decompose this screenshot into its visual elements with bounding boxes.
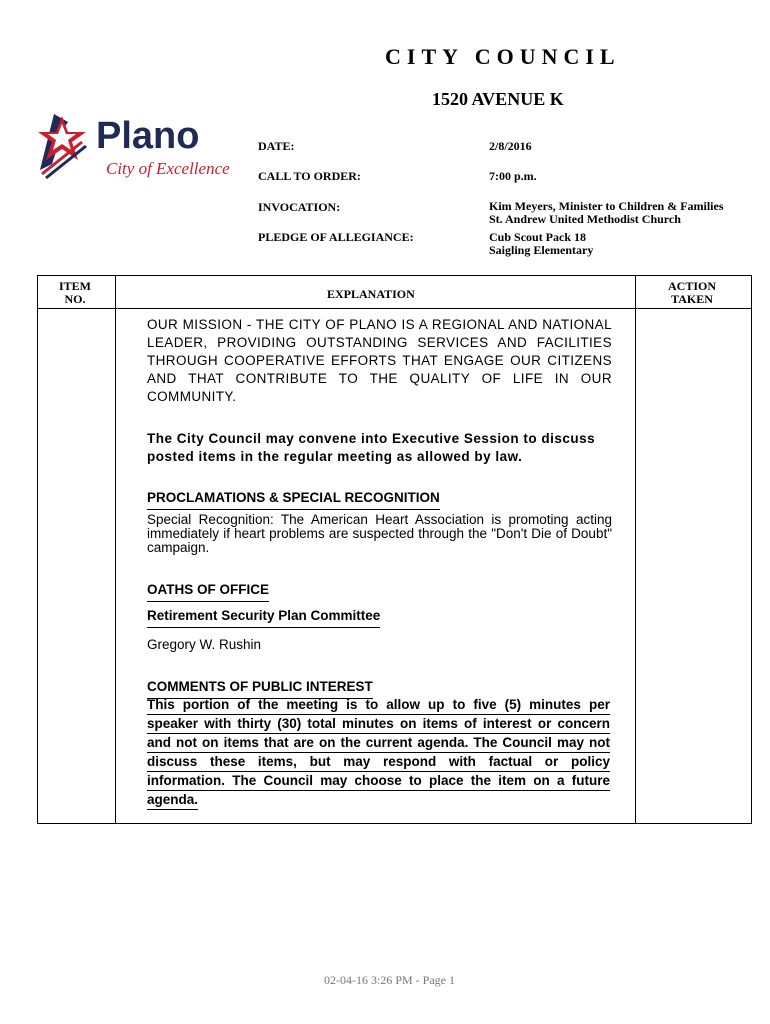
- public-interest-line: information. The Council may choose to place the item on a future: [147, 772, 610, 791]
- explanation-header: EXPLANATION: [327, 287, 415, 301]
- oaths-heading: OATHS OF OFFICE: [147, 581, 269, 602]
- committee-heading: Retirement Security Plan Committee: [147, 607, 380, 628]
- action-header-line-2: TAKEN: [671, 292, 713, 306]
- plano-logo: [34, 112, 234, 184]
- call-to-order-label: CALL TO ORDER:: [258, 169, 361, 183]
- item-number-header: [50, 280, 100, 306]
- proclamations-heading: PROCLAMATIONS & SPECIAL RECOGNITION: [147, 489, 440, 510]
- call-to-order-value: 7:00 p.m.: [489, 169, 537, 183]
- divider-tick: [115, 304, 116, 313]
- public-interest-text: [147, 696, 610, 810]
- public-interest-line: speaker with thirty (30) total minutes on items of interest or concern: [147, 715, 610, 734]
- invocation-value: [489, 200, 724, 226]
- item-header-line-2: NO.: [64, 292, 86, 306]
- action-header-line-1: ACTION: [667, 279, 716, 293]
- header-row-divider: [38, 308, 751, 309]
- invocation-label: INVOCATION:: [258, 200, 341, 214]
- page-title: CITY COUNCIL: [385, 44, 621, 69]
- invocation-line-2: St. Andrew United Methodist Church: [489, 212, 681, 226]
- public-interest-line: This portion of the meeting is to allow up to five (5) minutes per: [147, 696, 610, 715]
- meeting-address: 1520 AVENUE K: [432, 89, 564, 109]
- logo-name: Plano: [96, 115, 200, 157]
- column-divider: [635, 276, 636, 823]
- page-footer: 02-04-16 3:26 PM - Page 1: [324, 973, 455, 987]
- logo-tagline: City of Excellence: [106, 159, 230, 178]
- public-interest-line: and not on items that are on the current agenda. The Council may not: [147, 734, 610, 753]
- date-label: DATE:: [258, 139, 295, 153]
- pledge-line-2: Saigling Elementary: [489, 243, 594, 257]
- pledge-label: PLEDGE OF ALLEGIANCE:: [258, 230, 414, 244]
- date-value: 2/8/2016: [489, 139, 532, 153]
- proclamations-text: Special Recognition: The American Heart Association is promoting acting immediately if heart problems are suspected through the "Don't Die of Doubt" campaign.: [147, 512, 612, 555]
- pledge-line-1: Cub Scout Pack 18: [489, 230, 587, 244]
- pledge-value: [489, 231, 593, 257]
- plano-star-icon: [34, 112, 234, 184]
- divider-tick: [635, 304, 636, 313]
- public-interest-line: discuss these items, but may respond with factual or policy: [147, 753, 610, 772]
- mission-statement: OUR MISSION - THE CITY OF PLANO IS A REGIONAL AND NATIONAL LEADER, PROVIDING OUTSTANDING SERVICES AND FACILITIES THROUGH COOPERATIVE EFFORTS THAT ENGAGE OUR CITIZENS AND THAT CONTRIBUTE TO THE QUALITY OF LIFE IN OUR COMMUNITY.: [147, 317, 612, 404]
- public-interest-heading: COMMENTS OF PUBLIC INTEREST: [147, 678, 373, 699]
- invocation-line-1: Kim Meyers, Minister to Children & Families: [489, 199, 724, 213]
- appointee-name: Gregory W. Rushin: [147, 637, 262, 652]
- column-divider: [115, 276, 116, 823]
- public-interest-line: agenda.: [147, 791, 198, 810]
- action-taken-header: [660, 280, 724, 306]
- item-header-line-1: ITEM: [58, 279, 91, 293]
- executive-session-notice: The City Council may convene into Executive Session to discuss posted items in the regular meeting as allowed by law.: [147, 431, 596, 464]
